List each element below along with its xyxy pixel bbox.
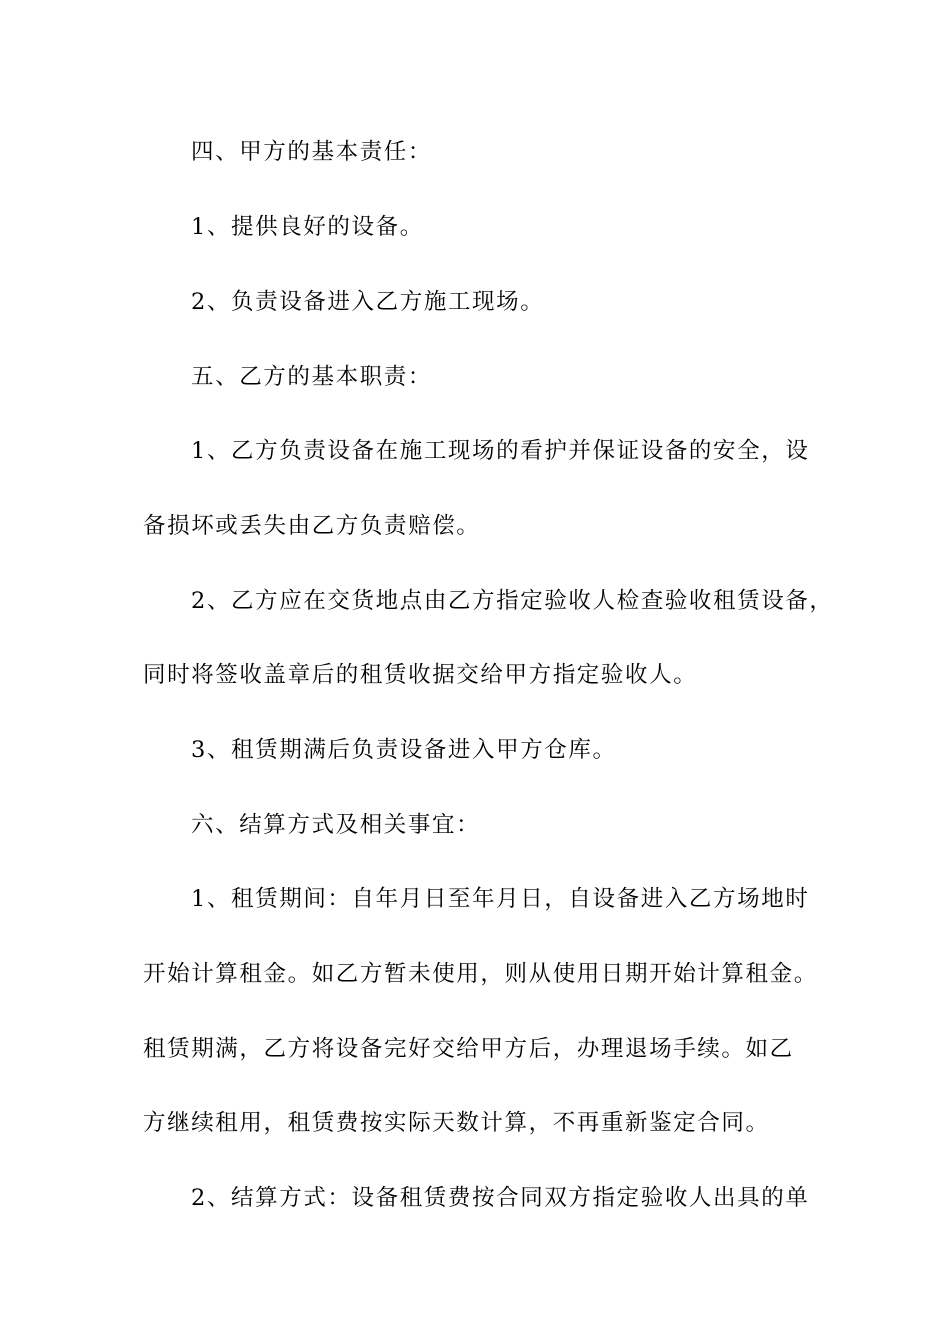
section-heading-4: 四、甲方的基本责任： (191, 139, 433, 165)
clause-line-continuation: 开始计算租金。如乙方暂未使用，则从使用日期开始计算租金。 (143, 961, 818, 987)
clause-line-continuation: 同时将签收盖章后的租赁收据交给甲方指定验收人。 (143, 662, 698, 688)
clause-line: 1、提供良好的设备。 (191, 214, 424, 240)
clause-line: 3、租赁期满后负责设备进入甲方仓库。 (191, 737, 617, 763)
clause-line-continuation: 备损坏或丢失由乙方负责赔偿。 (143, 513, 481, 539)
clause-line: 2、负责设备进入乙方施工现场。 (191, 289, 545, 315)
clause-line-continuation: 租赁期满，乙方将设备完好交给甲方后，办理退场手续。如乙 (143, 1036, 794, 1062)
clause-line: 2、结算方式：设备租赁费按合同双方指定验收人出具的单 (191, 1185, 810, 1211)
clause-line: 1、乙方负责设备在施工现场的看护并保证设备的安全，设 (191, 438, 810, 464)
section-heading-5: 五、乙方的基本职责： (191, 364, 433, 390)
section-heading-6: 六、结算方式及相关事宜： (191, 812, 481, 838)
clause-line: 1、租赁期间：自年月日至年月日，自设备进入乙方场地时 (191, 886, 810, 912)
clause-line-continuation: 方继续租用，租赁费按实际天数计算，不再重新鉴定合同。 (143, 1110, 770, 1136)
clause-line: 2、乙方应在交货地点由乙方指定验收人检查验收租赁设备， (191, 588, 834, 614)
